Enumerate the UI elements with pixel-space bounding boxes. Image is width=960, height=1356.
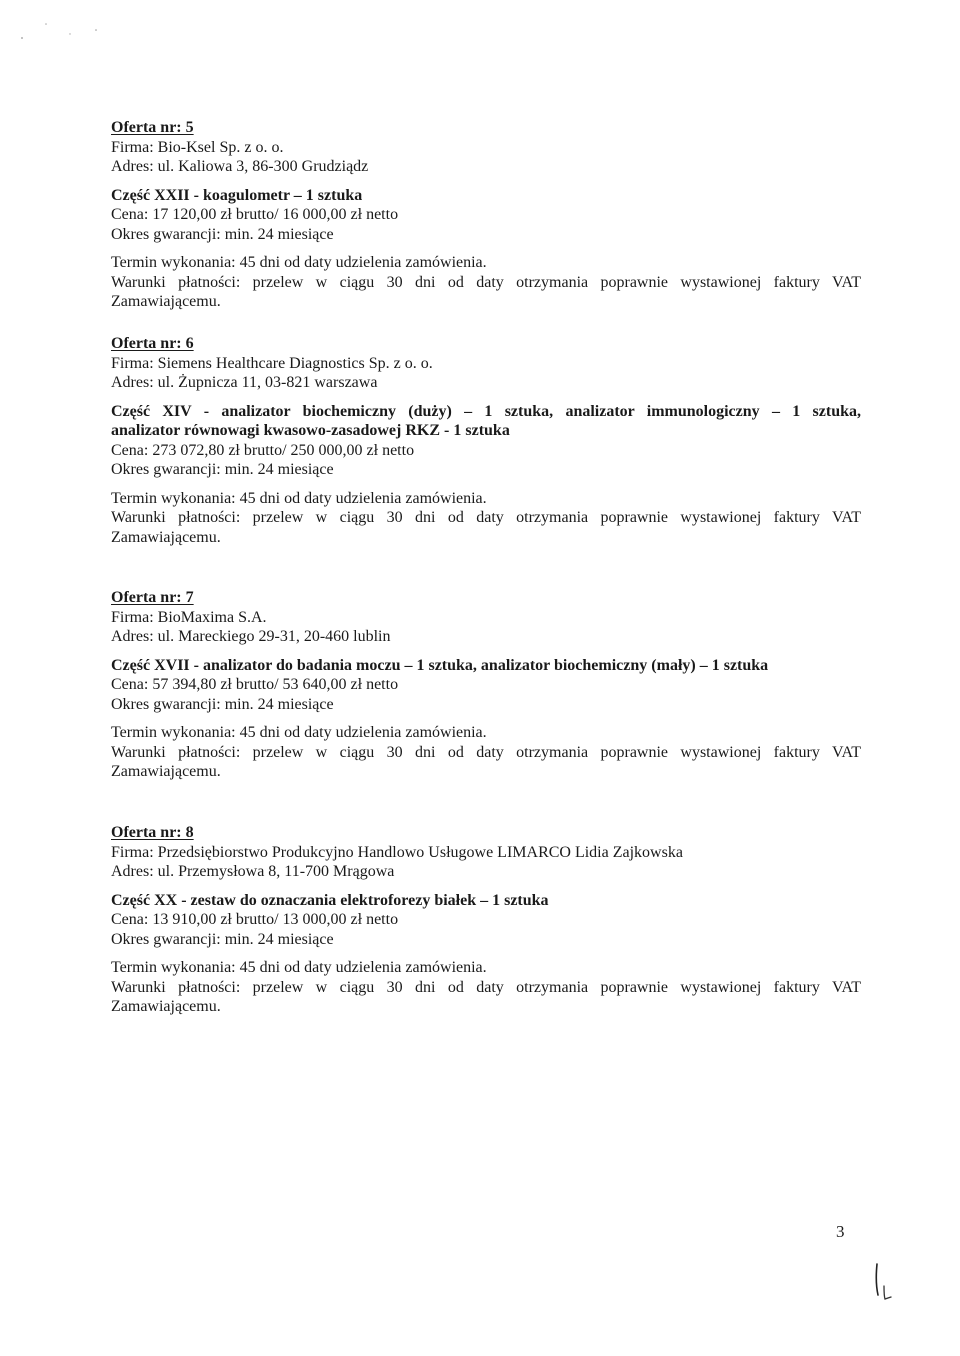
offer-6 (111, 334, 861, 547)
offer-part-line-1: Część XIV - analizator biochemiczny (duży) – 1 sztuka, analizator immunologiczny – 1 sztuka, (111, 402, 861, 420)
spacer (111, 647, 861, 656)
offer-part: Część XXII - koagulometr – 1 sztuka (111, 186, 363, 204)
page-number: 3 (836, 1222, 845, 1241)
offer-payment-terms: Warunki płatności: przelew w ciągu 30 dni od daty otrzymania poprawnie wystawionej faktury VAT (111, 743, 861, 761)
offer-title: Oferta nr: 8 (111, 824, 194, 841)
offer-company: Firma: Przedsiębiorstwo Produkcyjno Handlowo Usługowe LIMARCO Lidia Zajkowska (111, 843, 683, 861)
spacer (111, 480, 861, 489)
offer-address: Adres: ul. Żupnicza 11, 03-821 warszawa (111, 374, 378, 391)
offer-warranty: Okres gwarancji: min. 24 miesiące (111, 695, 334, 713)
offer-price: Cena: 13 910,00 zł brutto/ 13 000,00 zł netto (111, 911, 399, 928)
offer-payment-recipient: Zamawiającemu. (111, 528, 221, 546)
offer-deadline: Termin wykonania: 45 dni od daty udzielenia zamówienia. (111, 489, 487, 507)
offer-deadline: Termin wykonania: 45 dni od daty udzielenia zamówienia. (111, 959, 487, 976)
spacer (111, 393, 861, 402)
offer-price: Cena: 17 120,00 zł brutto/ 16 000,00 zł netto (111, 206, 399, 223)
offer-company: Firma: Bio-Ksel Sp. z o. o. (111, 138, 284, 156)
offer-title: Oferta nr: 5 (111, 119, 194, 136)
offer-part-line-2: analizator równowagi kwasowo-zasadowej RKZ - 1 sztuka (111, 422, 510, 439)
offer-8 (111, 823, 861, 1017)
spacer (111, 714, 861, 723)
offer-title: Oferta nr: 7 (111, 589, 194, 606)
offer-warranty: Okres gwarancji: min. 24 miesiące (111, 930, 334, 948)
offer-payment-terms: Warunki płatności: przelew w ciągu 30 dni od daty otrzymania poprawnie wystawionej faktury VAT (111, 273, 861, 291)
offer-deadline: Termin wykonania: 45 dni od daty udzielenia zamówienia. (111, 724, 487, 741)
offer-payment-recipient: Zamawiającemu. (111, 293, 221, 310)
offer-5 (111, 118, 861, 312)
offer-part: Część XVII - analizator do badania moczu – 1 sztuka, analizator biochemiczny (mały) – 1 sztuka (111, 656, 769, 674)
offer-address: Adres: ul. Przemysłowa 8, 11-700 Mrągowa (111, 863, 395, 880)
offer-deadline: Termin wykonania: 45 dni od daty udzielenia zamówienia. (111, 254, 487, 271)
offer-address: Adres: ul. Kaliowa 3, 86-300 Grudziądz (111, 158, 369, 175)
offer-payment-terms: Warunki płatności: przelew w ciągu 30 dni od daty otrzymania poprawnie wystawionej faktury VAT (111, 978, 861, 996)
offer-payment-recipient: Zamawiającemu. (111, 763, 221, 780)
offer-warranty: Okres gwarancji: min. 24 miesiące (111, 461, 334, 478)
offer-price: Cena: 273 072,80 zł brutto/ 250 000,00 zł netto (111, 441, 415, 459)
offer-address: Adres: ul. Mareckiego 29-31, 20-460 lublin (111, 628, 391, 645)
scan-specks (0, 0, 140, 50)
spacer (111, 949, 861, 958)
handwritten-initials-mark (868, 1262, 898, 1302)
spacer (111, 177, 861, 186)
offer-company: Firma: Siemens Healthcare Diagnostics Sp. z o. o. (111, 354, 433, 372)
offer-price: Cena: 57 394,80 zł brutto/ 53 640,00 zł netto (111, 676, 399, 693)
offer-warranty: Okres gwarancji: min. 24 miesiące (111, 225, 334, 243)
offer-company: Firma: BioMaxima S.A. (111, 608, 267, 626)
spacer (111, 244, 861, 253)
offer-title: Oferta nr: 6 (111, 335, 194, 352)
offer-payment-terms: Warunki płatności: przelew w ciągu 30 dni od daty otrzymania poprawnie wystawionej faktury VAT (111, 509, 861, 526)
offer-part: Część XX - zestaw do oznaczania elektroforezy białek – 1 sztuka (111, 891, 549, 909)
offer-7 (111, 588, 861, 782)
offer-payment-recipient: Zamawiającemu. (111, 998, 221, 1015)
spacer (111, 882, 861, 891)
